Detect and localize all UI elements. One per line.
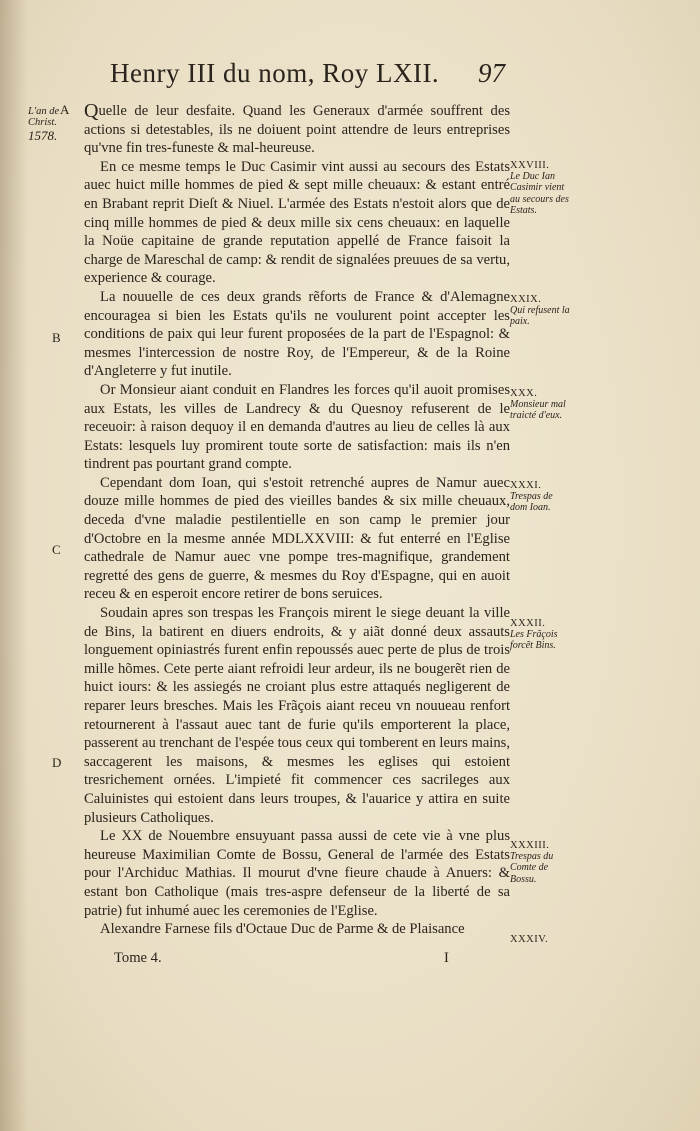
side-note-number: XXXII. (510, 618, 546, 629)
paragraph: Or Monsieur aiant conduit en Flandres les forces qu'il auoit promises aux Estats, les villes de Landrecy & du Quesnoy refuserent de le receuoir: à raison dequoy il en demanda d'autres au lieu de celles là aux Estats: lesquels luy promirent toute sorte de satisfaction: mais ils n'en tindrent pas pourtant grand compte. (84, 381, 510, 473)
side-note-29 (510, 294, 572, 328)
side-note-34 (510, 934, 572, 945)
side-note-32 (510, 618, 572, 652)
paragraph: La nouuelle de ces deux grands rẽforts de France & d'Alemagne encouragea si bien les Estats qu'ils ne voulurent point accepter les conditions de paix qui leur furent proposées de la part de l'Espagnol: & mesmes l'intercession de nostre Roy, de l'Empereur, & de la Roine d'Angleterre y fut inutile. (84, 288, 510, 380)
page-title: Henry III du nom, Roy LXII. (110, 58, 440, 88)
side-note-text: Les Frãçois forcẽt Bins. (510, 629, 558, 652)
paragraph: Soudain apres son trespas les François mirent le siege deuant la ville de Bins, la batirent en diuers endroits, & y aiãt donné deux assauts longuement opiniastrés furent enfin repoussés auec perte de plus de trois mille hõmes. Cete perte aiant refroidi leur ardeur, ils ne bougerẽt rien de huict iours: & les assiegés ne croiant plus estre attaqués negligerent de reparer leurs bresches. Mais les Frãçois aiant receu vn nouueau renfort retournerent à l'assaut auec tant de furie qu'ils emporterent la place, passerent au trenchant de l'espée tous ceux qui tomberent en leurs mains, saccagerent les maisons, & mesmes les eglises qui estoient tresrichement ornées. L'impieté fit commencer ces sacrileges aux Caluinistes qui estoient dans leurs troupes, & l'auarice y attira en suite plusieurs Catholiques. (84, 605, 510, 826)
section-letter-c: C (52, 542, 61, 557)
side-note-30 (510, 388, 572, 422)
year-label: L'an de (28, 106, 60, 117)
side-note-text: Monsieur mal traicté d'eux. (510, 399, 566, 422)
side-note-31 (510, 480, 572, 514)
side-note-text: Trespas du Comte de Bossu. (510, 851, 554, 885)
side-note-text: Trespas de dom Ioan. (510, 491, 553, 514)
side-note-28 (510, 160, 572, 216)
running-head (0, 58, 700, 98)
section-letter-b: B (52, 330, 61, 345)
side-note-33 (510, 840, 572, 885)
year-margin-note (28, 104, 80, 144)
paragraph: Le XX de Nouembre ensuyuant passa aussi de cete vie à vne plus heureuse Maximilian Comte de Bossu, General de l'armée des Estats pour l'Archiduc Mathias. Il mourut d'vne fieure chaude à Anuers: & estant bon Catholique (mais tres-aspre defenseur de la liberté de sa patrie) fut inhumé auec les ceremonies de l'Eglise. (84, 828, 510, 919)
volume-label: Tome 4. (114, 950, 162, 966)
gutter-shadow (0, 0, 28, 1131)
section-letter-a: A (60, 102, 70, 117)
side-note-number: XXXIII. (510, 840, 550, 851)
side-note-number: XXVIII. (510, 160, 550, 171)
side-note-number: XXXIV. (510, 934, 549, 945)
paragraph-1-text: uelle de leur desfaite. Quand les Generaux d'armée souffrent des actions si detestables, ils ne doiuent point attendre de leurs entreprises qu'vne fin tres-funeste & mal-heureuse. (84, 103, 510, 157)
side-note-number: XXXI. (510, 480, 542, 491)
side-note-number: XXX. (510, 388, 538, 399)
side-note-text: Le Duc Ian Casimir vient au secours des Estats. (510, 171, 569, 216)
paragraph: Cependant dom Ioan, qui s'estoit retrenché aupres de Namur auec douze mille hommes de pied des vieilles bandes & six mille cheuaux, deceda d'vne maladie pestilentielle en son camp le premier jour d'Octobre en la mesme année MDLXXVIII: & fut enterré en l'Eglise cathedrale de Namur auec vne pompe tres-magnifique, grandement regretté des gens de guerre, & mesmes du Roy d'Espagne, qui en auoit receu & en esperoit encore retirer de bons seruices. (84, 474, 510, 603)
signature-mark: I (444, 950, 449, 966)
side-note-text: Qui refusent la paix. (510, 305, 570, 328)
paragraph: En ce mesme temps le Duc Casimir vint aussi au secours des Estats auec huict mille hommes de pied & sept mille cheuaux: & estant entré en Brabant reprit Dieſt & Niuel. L'armée des Estats n'estoit alors que de cinq mille hommes de pied & deux mille six cens cheuaux: en laquelle la Noüe capitaine de grande reputation appellé de France faisoit la charge de Mareschal de camp: & rendit de signalées preuues de sa vertu, experience & courage. (84, 158, 510, 287)
year-label-2: Christ. (28, 117, 57, 128)
page-number: 97 (478, 58, 505, 88)
page-footer (84, 950, 510, 972)
paragraph: Alexandre Farnese fils d'Octaue Duc de Parme & de Plaisance (100, 921, 465, 938)
side-note-number: XXIX. (510, 294, 542, 305)
year-value: 1578. (28, 128, 58, 143)
section-letter-d: D (52, 755, 62, 770)
main-text (84, 102, 510, 939)
paragraph: Quelle de leur desfaite. Quand les Generaux d'armée souffrent des actions si detestables, ils ne doiuent point attendre de leurs entreprises qu'vne fin tres-funeste & mal-heureuse. (84, 100, 510, 157)
